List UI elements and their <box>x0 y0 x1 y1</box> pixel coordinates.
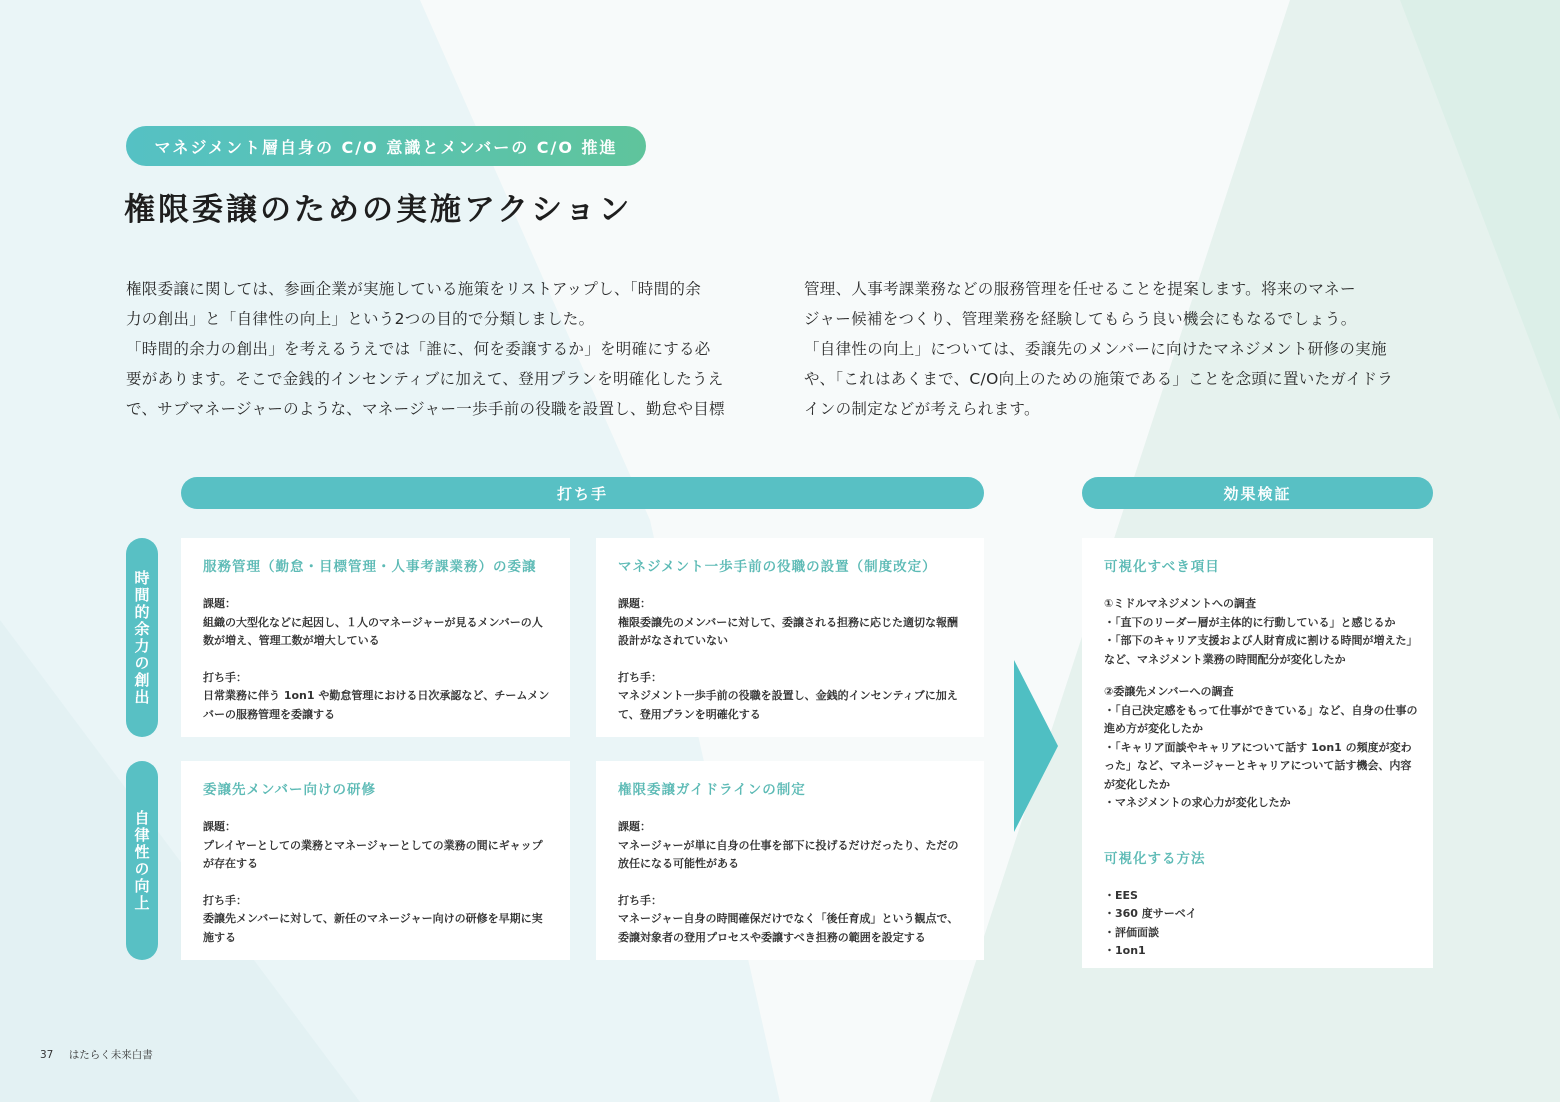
action-card-guideline <box>596 761 984 960</box>
survey-line: ②委譲先メンバーへの調査 <box>1104 685 1234 698</box>
card-issue <box>618 818 964 874</box>
survey-line: ・「キャリア面談やキャリアについて話す 1on1 の頻度が変わった」など、マネージャーとキャリアについて話す機会、内容が変化したか <box>1104 740 1412 791</box>
card-action <box>618 892 964 948</box>
card-issue <box>203 595 550 651</box>
card-title: マネジメント一歩手前の役職の設置（制度改定） <box>618 559 937 575</box>
intro-line: 管理、人事考課業務などの服務管理を任せることを提案します。将来のマネー <box>804 280 1356 298</box>
intro-line: インの制定などが考えられます。 <box>804 400 1040 418</box>
issue-text: 組織の大型化などに起因し、１人のマネージャーが見るメンバーの人数が増え、管理工数が増大している <box>203 615 543 647</box>
action-text: マネージャー自身の時間確保だけでなく「後任育成」という観点で、委譲対象者の登用プロセスや委譲すべき担務の範囲を設定する <box>618 912 959 944</box>
card-action <box>618 669 964 725</box>
intro-line: 要があります。そこで金銭的インセンティブに加えて、登用プランを明確化したうえ <box>126 370 724 388</box>
arrow-right-icon <box>1014 660 1058 832</box>
row-label-time <box>126 538 158 737</box>
intro-line: 権限委譲に関しては、参画企業が実施している施策をリストアップし、「時間的余 <box>126 280 701 298</box>
action-card-duty-delegation <box>181 538 570 737</box>
intro-line: 「時間的余力の創出」を考えるうえでは「誰に、何を委譲するか」を明確にする必 <box>126 340 711 358</box>
issue-text: プレイヤーとしての業務とマネージャーとしての業務の間にギャップが存在する <box>203 838 543 870</box>
page-number: 37 <box>40 1049 54 1061</box>
survey-line: ・「部下のキャリア支援および人財育成に割ける時間が増えた」など、マネジメント業務の時間配分が変化したか <box>1104 634 1418 666</box>
issue-label: 課題： <box>618 820 651 833</box>
header-uchite: 打ち手 <box>181 477 984 509</box>
method-item: ・360 度サーベイ <box>1104 907 1197 920</box>
methods-list <box>1104 887 1419 961</box>
survey-line: ・「自己決定感をもって仕事ができている」など、自身の仕事の進め方が変化したか <box>1104 703 1418 735</box>
items-title: 可視化すべき項目 <box>1104 559 1220 575</box>
survey-line: ・「直下のリーダー層が主体的に行動している」と感じるか <box>1104 615 1396 629</box>
intro-line: ジャー候補をつくり、管理業務を経験してもらう良い機会にもなるでしょう。 <box>804 310 1357 328</box>
action-label: 打ち手： <box>203 670 247 684</box>
methods-title: 可視化する方法 <box>1104 850 1206 867</box>
page-footer <box>40 1047 153 1062</box>
issue-text: 権限委譲先のメンバーに対して、委譲される担務に応じた適切な報酬設計がなされていない <box>618 615 959 647</box>
action-label: 打ち手： <box>618 670 662 684</box>
row-label-autonomy <box>126 761 158 960</box>
intro-line: 「自律性の向上」については、委譲先のメンバーに向けたマネジメント研修の実施 <box>804 340 1387 358</box>
row-label-text: 時間的余力の創出 <box>132 569 151 706</box>
action-text: 委譲先メンバーに対して、新任のマネージャー向けの研修を早期に実施する <box>203 912 543 944</box>
issue-label: 課題： <box>203 820 236 833</box>
page-title: 権限委譲のための実施アクション <box>124 192 633 228</box>
survey-line: ①ミドルマネジメントへの調査 <box>1104 597 1256 610</box>
card-issue <box>618 595 964 651</box>
card-title: 権限委譲ガイドラインの制定 <box>618 782 806 798</box>
verification-card <box>1082 538 1433 968</box>
card-issue <box>203 818 550 874</box>
intro-text-right <box>804 274 1434 424</box>
card-title: 委譲先メンバー向けの研修 <box>203 782 377 798</box>
intro-text-left <box>126 274 756 424</box>
action-card-delegate-training <box>181 761 570 960</box>
method-item: ・評価面談 <box>1104 925 1159 939</box>
card-action <box>203 892 550 948</box>
header-kouka: 効果検証 <box>1082 477 1433 509</box>
row-label-text: 自律性の向上 <box>132 809 151 912</box>
action-label: 打ち手： <box>618 893 662 907</box>
action-card-pre-manager-role <box>596 538 984 737</box>
intro-line: 力の創出」と「自律性の向上」という2つの目的で分類しました。 <box>126 310 595 328</box>
card-title: 服務管理（勤怠・目標管理・人事考課業務）の委譲 <box>203 559 537 575</box>
card-action <box>203 669 550 725</box>
method-item: ・1on1 <box>1104 944 1146 957</box>
issue-label: 課題： <box>203 597 236 610</box>
section-tag: マネジメント層自身の C/O 意識とメンバーの C/O 推進 <box>126 126 646 166</box>
survey-group-middle <box>1104 595 1419 669</box>
issue-text: マネージャーが単に自身の仕事を部下に投げるだけだったり、ただの放任になる可能性がある <box>618 838 959 870</box>
action-label: 打ち手： <box>203 893 247 907</box>
publication-name: はたらく未来白書 <box>68 1049 153 1061</box>
action-text: 日常業務に伴う 1on1 や勤怠管理における日次承認など、チームメンバーの服務管理を委譲する <box>203 689 550 721</box>
issue-label: 課題： <box>618 597 651 610</box>
intro-line: や、「これはあくまで、C/O向上のための施策である」ことを念頭に置いたガイドラ <box>804 370 1394 388</box>
method-item: ・EES <box>1104 888 1138 902</box>
action-text: マネジメント一歩手前の役職を設置し、金銭的インセンティブに加えて、登用プランを明確化する <box>618 689 958 721</box>
survey-group-members <box>1104 683 1419 813</box>
survey-line: ・マネジメントの求心力が変化したか <box>1104 796 1291 809</box>
intro-line: で、サブマネージャーのような、マネージャー一歩手前の役職を設置し、勤怠や目標 <box>126 400 725 418</box>
